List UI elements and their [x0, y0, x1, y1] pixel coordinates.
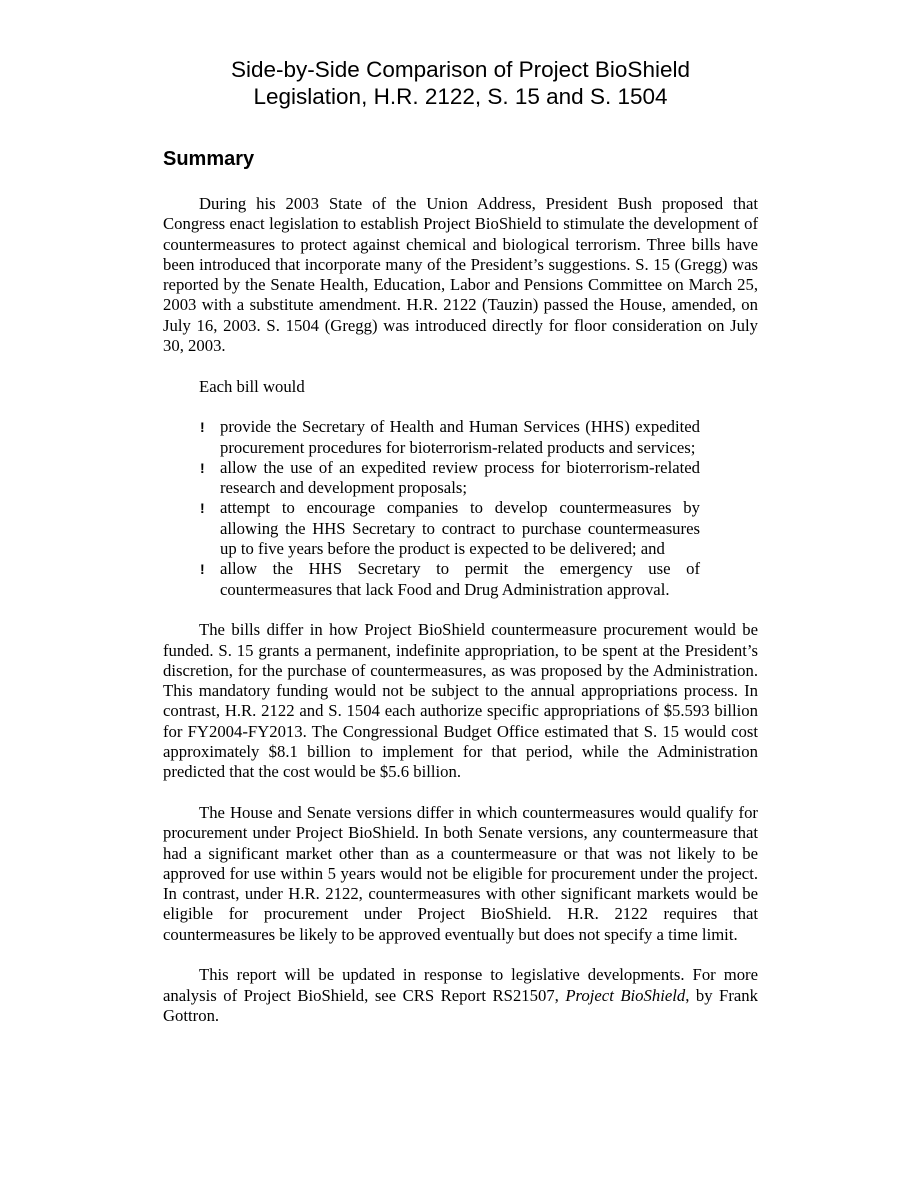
bullet-marker: !	[200, 500, 205, 517]
funding-paragraph: The bills differ in how Project BioShield countermeasure procurement would be funded. S. 15 grants a permanent, indefinite appropriation, to be spent at the President’s discretion, for the purchase of countermeasures, as was proposed by the Administration. This mandatory funding would not be subject to the annual appropriations process. In contrast, H.R. 2122 and S. 1504 each authorize specific appropriations of $5.593 billion for FY2004-FY2013. The Congressional Budget Office estimated that S. 15 would cost approximately $8.1 billion to implement for that period, while the Administration predicted that the cost would be $5.6 billion.	[163, 620, 758, 782]
closing-text-after: , by Frank Gottron.	[163, 985, 758, 1025]
list-item-text: provide the Secretary of Health and Human Services (HHS) expedited procurement procedures for bioterrorism-related products and services;	[220, 417, 700, 457]
bullet-marker: !	[200, 561, 205, 578]
title-line-2: Legislation, H.R. 2122, S. 15 and S. 1504	[253, 84, 668, 109]
list-intro: Each bill would	[199, 376, 305, 396]
list-item	[200, 457, 700, 499]
intro-paragraph: During his 2003 State of the Union Address, President Bush proposed that Congress enact legislation to establish Project BioShield to stimulate the development of countermeasures to protect against chemical and biological terrorism. Three bills have been introduced that incorporate many of the President’s suggestions. S. 15 (Gregg) was reported by the Senate Health, Education, Labor and Pensions Committee on March 25, 2003 with a substitute amendment. H.R. 2122 (Tauzin) passed the House, amended, on July 16, 2003. S. 1504 (Gregg) was introduced directly for floor consideration on July 30, 2003.	[163, 194, 758, 356]
closing-paragraph	[163, 965, 758, 1026]
list-item	[200, 559, 700, 600]
eligibility-paragraph: The House and Senate versions differ in which countermeasures would qualify for procurement under Project BioShield. In both Senate versions, any countermeasure that had a significant market other than as a countermeasure or that was not likely to be approved for use within 5 years would not be eligible for procurement under the project. In contrast, under H.R. 2122, countermeasures with other significant markets would be eligible for procurement under Project BioShield. H.R. 2122 requires that countermeasures be likely to be approved eventually but does not specify a time limit.	[163, 802, 758, 944]
document-page	[163, 56, 758, 1026]
list-item-text: allow the HHS Secretary to permit the emergency use of countermeasures that lack Food and Drug Administration approval.	[220, 559, 700, 599]
bullet-marker: !	[200, 459, 205, 476]
report-title-link: Project BioShield	[565, 985, 686, 1005]
document-title	[163, 56, 758, 110]
list-item	[200, 417, 700, 458]
list-item	[200, 498, 700, 559]
list-item-text: allow the use of an expedited review process for bioterrorism-related research and development proposals;	[220, 457, 700, 498]
title-line-1: Side-by-Side Comparison of Project BioShield	[231, 57, 690, 82]
closing-text-before: This report will be updated in response to legislative developments. For more analysis of Project BioShield, see CRS Report RS21507,	[163, 965, 758, 1005]
section-heading: Summary	[163, 148, 255, 170]
provisions-list	[163, 417, 700, 600]
list-item-text: attempt to encourage companies to develop countermeasures by allowing the HHS Secretary to contract to purchase countermeasures up to five years before the product is expected to be delivered; and	[220, 498, 700, 559]
bullet-marker: !	[200, 419, 205, 436]
